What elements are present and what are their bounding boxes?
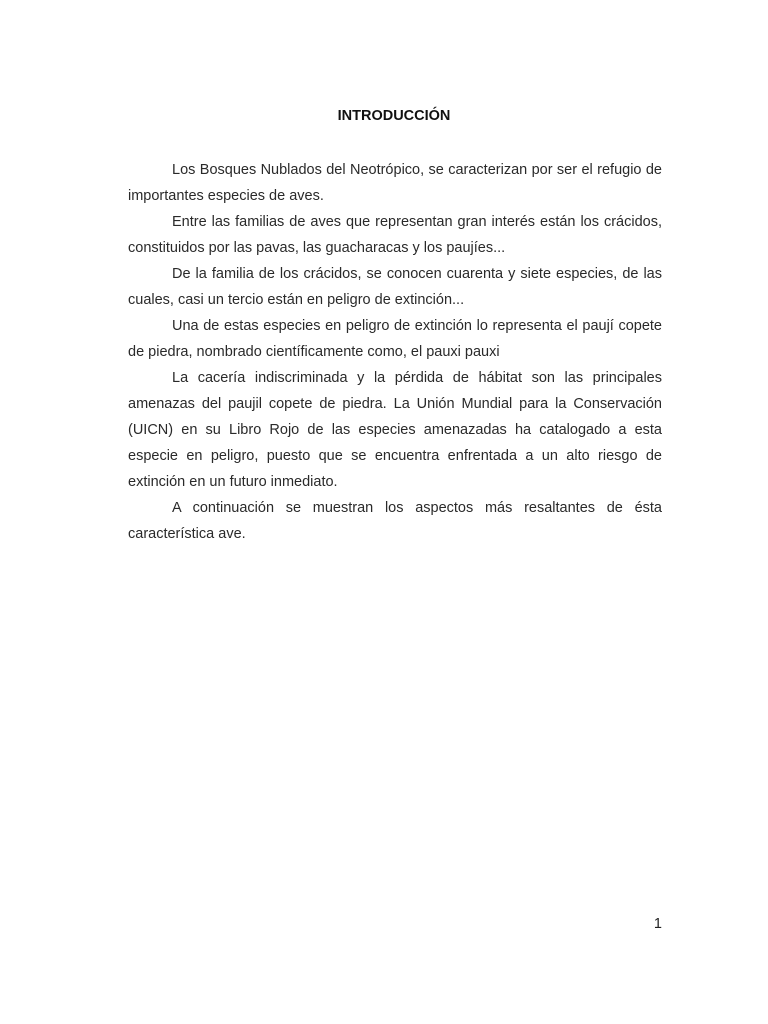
paragraph: A continuación se muestran los aspectos más resaltantes de ésta característica ave. xyxy=(128,500,662,542)
page-number: 1 xyxy=(653,916,662,932)
paragraph: Los Bosques Nublados del Neotrópico, se caracterizan por ser el refugio de importantes especies de aves. xyxy=(128,162,662,204)
document-body xyxy=(128,157,662,547)
paragraph: De la familia de los crácidos, se conocen cuarenta y siete especies, de las cuales, casi un tercio están en peligro de extinción... xyxy=(128,266,662,308)
page-title: INTRODUCCIÓN xyxy=(337,108,451,124)
paragraph: La cacería indiscriminada y la pérdida de hábitat son las principales amenazas del paujil copete de piedra. La Unión Mundial para la Conservación (UICN) en su Libro Rojo de las especies amenazadas ha catalogado a esta especie en peligro, puesto que se encuentra enfrentada a un alto riesgo de extinción en un futuro inmediato. xyxy=(128,370,662,490)
paragraph: Entre las familias de aves que representan gran interés están los crácidos, constituidos por las pavas, las guacharacas y los paujíes... xyxy=(128,214,662,256)
paragraph: Una de estas especies en peligro de extinción lo representa el paují copete de piedra, nombrado científicamente como, el pauxi pauxi xyxy=(128,318,662,360)
